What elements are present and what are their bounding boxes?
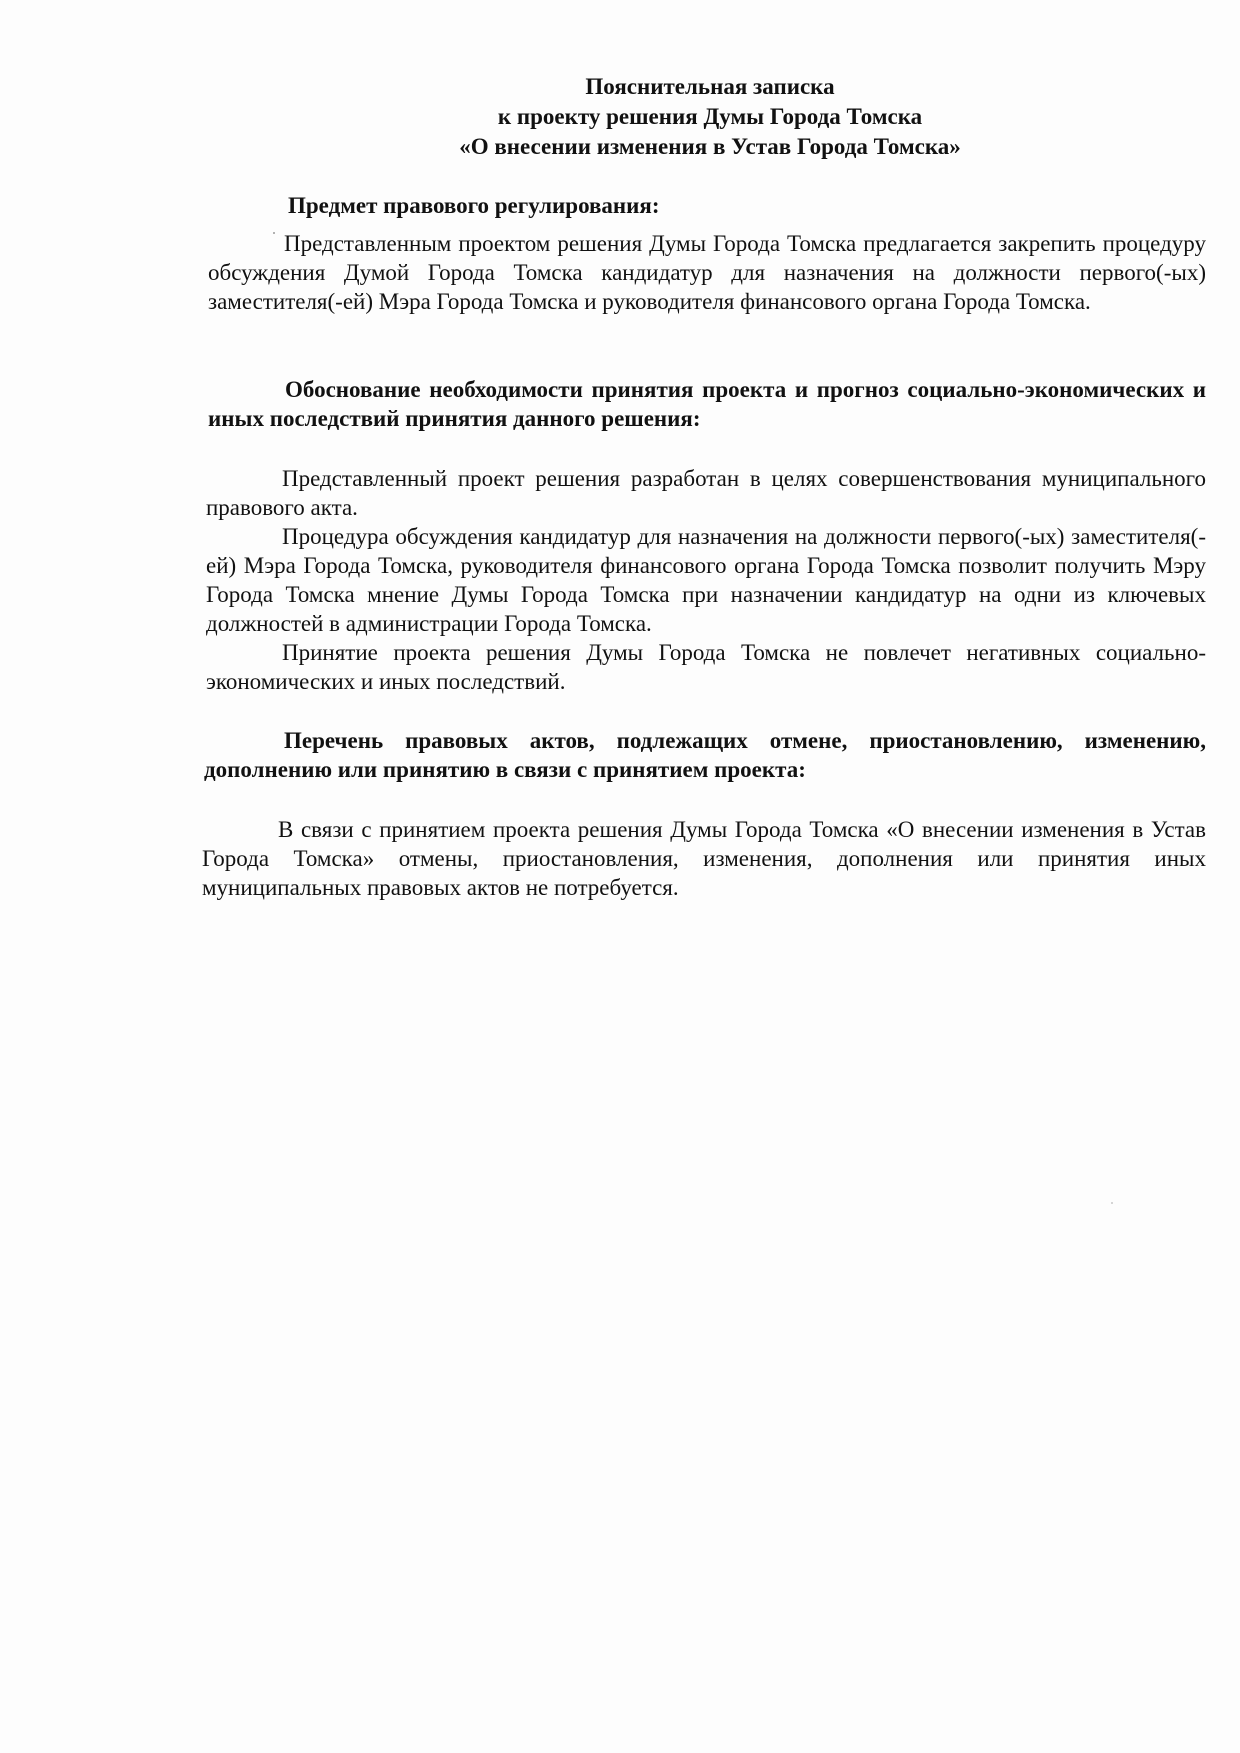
paragraph-justification-procedure: Процедура обсуждения кандидатур для назначения на должности первого(-ых) заместителя(-ей) Мэра Города Томска, руководителя финансового органа Города Томска позволит получить Мэру Города Томска мнение Думы Города Томска при назначении кандидатур на одни из ключевых должностей в администрации Города Томска. — [206, 524, 1206, 636]
section-heading-subject: Предмет правового регулирования: — [288, 193, 660, 218]
paragraph-acts: В связи с принятием проекта решения Думы Города Томска «О внесении изменения в Устав Города Томска» отмены, приостановления, изменения, дополнения или принятия иных муниципальных правовых актов не потребуется. — [202, 817, 1206, 900]
title-line-1: Пояснительная записка — [585, 74, 835, 99]
scan-speck — [273, 232, 275, 234]
section-heading-justification: Обоснование необходимости принятия проекта и прогноз социально-экономических и иных последствий принятия данного решения: — [208, 377, 1206, 431]
section-heading-acts: Перечень правовых актов, подлежащих отмене, приостановлению, изменению, дополнению или принятию в связи с принятием проекта: — [204, 728, 1206, 782]
paragraph-subject: Представленным проектом решения Думы Города Томска предлагается закрепить процедуру обсуждения Думой Города Томска кандидатур для назначения на должности первого(-ых) заместителя(-ей) Мэра Города Томска и руководителя финансового органа Города Томска. — [208, 231, 1206, 314]
document-title — [0, 72, 1240, 162]
paragraph-justification-consequences: Принятие проекта решения Думы Города Томска не повлечет негативных социально-экономических и иных последствий. — [206, 640, 1206, 694]
scan-speck — [1111, 1202, 1113, 1204]
paragraph-justification-goal: Представленный проект решения разработан в целях совершенствования муниципального правового акта. — [206, 466, 1206, 520]
title-line-3: «О внесении изменения в Устав Города Томска» — [459, 134, 961, 159]
title-line-2: к проекту решения Думы Города Томска — [497, 104, 923, 129]
